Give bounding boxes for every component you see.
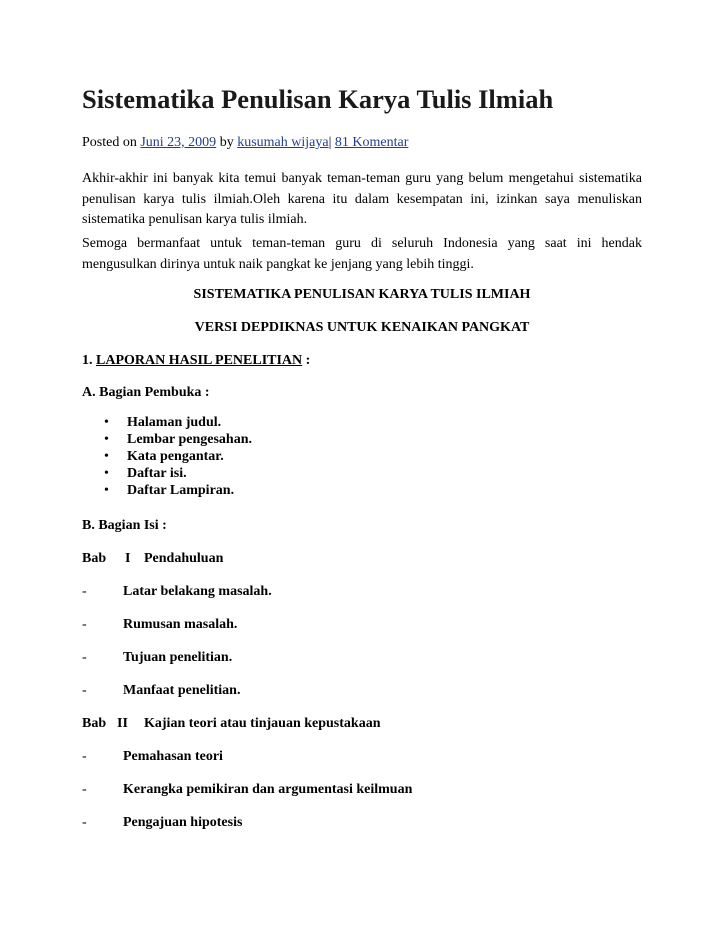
dash-marker: - <box>82 749 87 764</box>
post-meta <box>82 135 408 151</box>
dash-marker: - <box>82 782 87 797</box>
post-date-link[interactable]: Juni 23, 2009 <box>140 135 217 150</box>
bullet-icon: • <box>104 432 109 447</box>
article-title: Sistematika Penulisan Karya Tulis Ilmiah <box>82 84 554 114</box>
by-label: by <box>219 135 234 150</box>
section-label: LAPORAN HASIL PENELITIAN <box>96 353 303 368</box>
bab-word: Bab <box>82 716 107 731</box>
dash-marker: - <box>82 584 87 599</box>
section-number: 1. <box>82 353 93 368</box>
bullet-icon: • <box>104 449 109 464</box>
bab-number: I <box>125 551 131 566</box>
bullet-icon: • <box>104 415 109 430</box>
dash-marker: - <box>82 683 87 698</box>
bullet-icon: • <box>104 466 109 481</box>
author-link[interactable]: kusumah wijaya <box>237 135 329 150</box>
dash-marker: - <box>82 815 87 830</box>
bab-number: II <box>117 716 128 731</box>
second-paragraph: Semoga bermanfaat untuk teman-teman guru di seluruh Indonesia yang saat ini hendak mengusulkan dirinya untuk naik pangkat ke jenjang yang lebih tinggi. <box>82 236 642 272</box>
heading-sistematika: SISTEMATIKA PENULISAN KARYA TULIS ILMIAH <box>193 287 531 302</box>
section-laporan <box>82 353 310 369</box>
comments-link[interactable]: 81 Komentar <box>334 135 409 150</box>
dash-marker: - <box>82 650 87 665</box>
bab-word: Bab <box>82 551 107 566</box>
posted-on-label: Posted on <box>82 135 137 150</box>
part-a-label: A. Bagian Pembuka : <box>82 385 210 400</box>
section-suffix: : <box>302 353 311 368</box>
meta-separator: | <box>328 135 332 150</box>
part-b-label: B. Bagian Isi : <box>82 518 167 533</box>
dash-marker: - <box>82 617 87 632</box>
bab-title: Kajian teori atau tinjauan kepustakaan <box>144 716 381 731</box>
bullet-icon: • <box>104 483 109 498</box>
bab-title: Pendahuluan <box>144 551 224 566</box>
heading-versi: VERSI DEPDIKNAS UNTUK KENAIKAN PANGKAT <box>194 320 530 335</box>
intro-paragraph: Akhir-akhir ini banyak kita temui banyak teman-teman guru yang belum mengetahui sistematika penulisan karya tulis ilmiah.Oleh karena itu dalam kesempatan ini, izinkan saya menuliskan sistematika penulisan karya tulis ilmiah. <box>82 171 642 227</box>
